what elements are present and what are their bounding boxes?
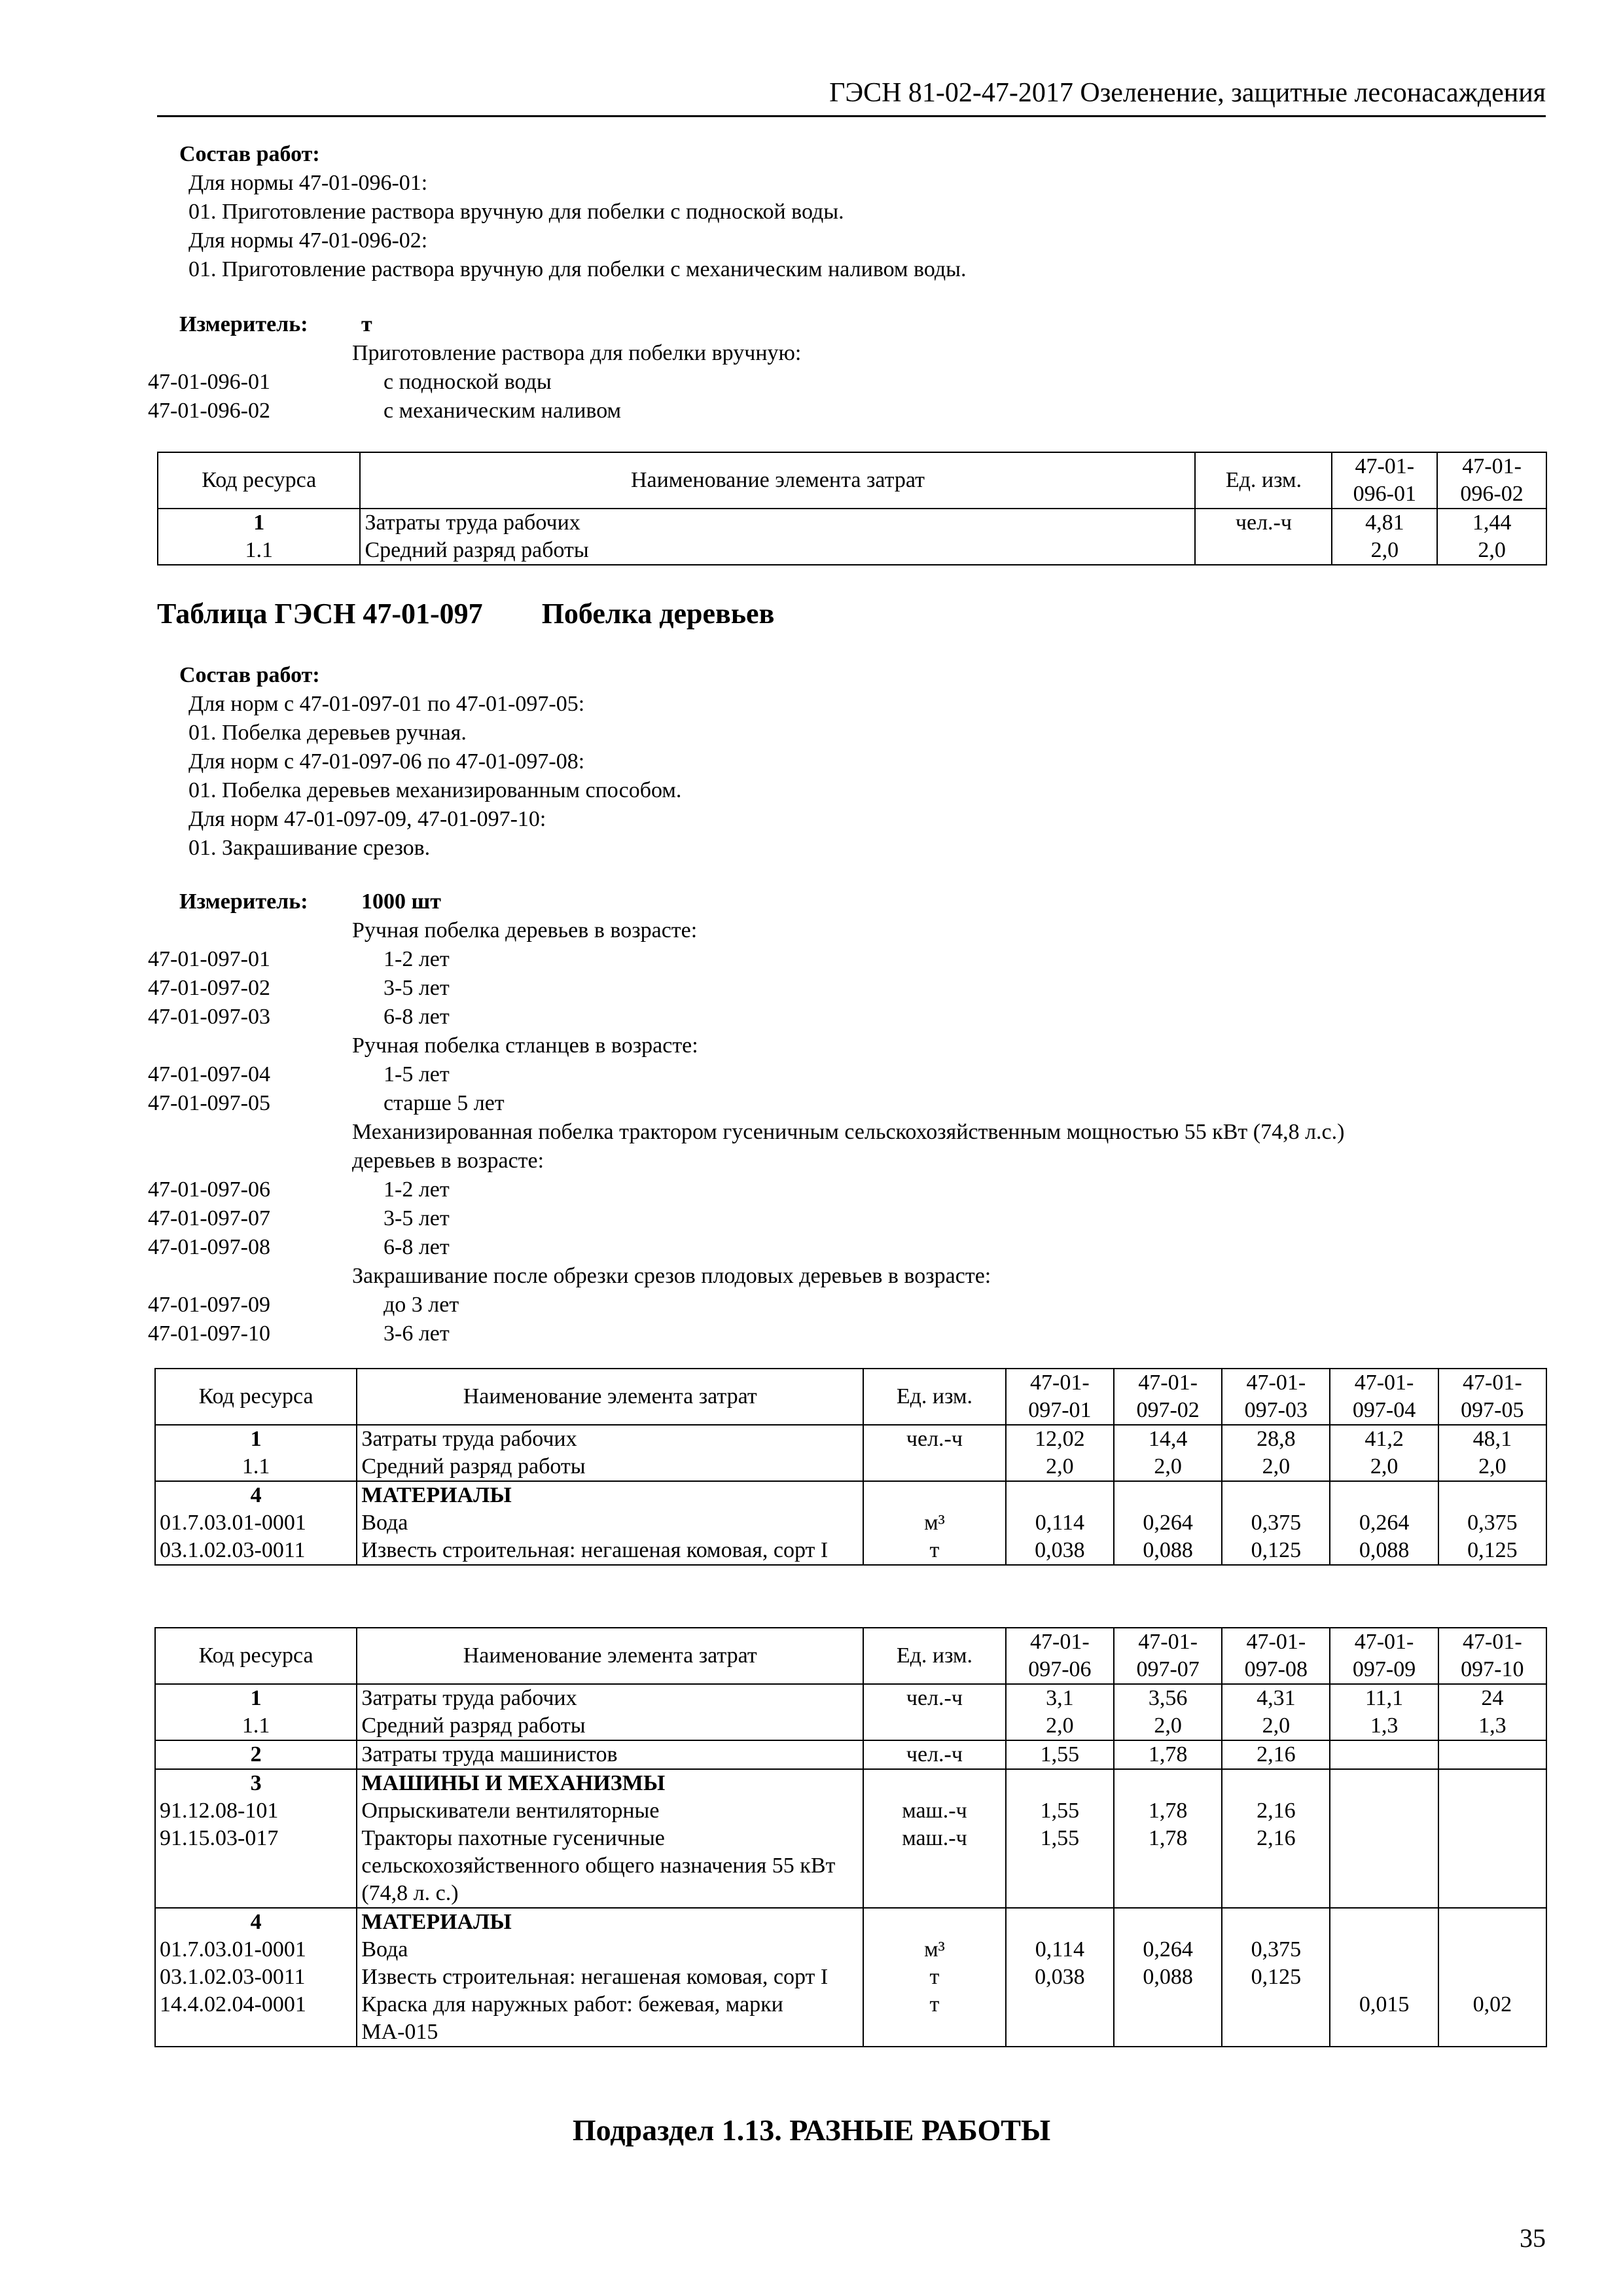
norm-text: 1-2 лет [383,1177,450,1202]
cell: 3,56 [1114,1684,1222,1712]
cell: 1.1 [155,1453,357,1481]
cell: 1,3 [1330,1712,1438,1740]
cell: 0,125 [1438,1537,1546,1565]
cell: 24 [1438,1684,1546,1712]
cell: 0,375 [1222,1936,1330,1964]
cell: 0,375 [1438,1509,1546,1537]
cell [863,1453,1006,1481]
cell: м³ [863,1509,1006,1537]
sostav-097 [157,661,1544,863]
cell: 1,55 [1006,1740,1114,1769]
table-row [155,1797,1546,1825]
norm-code: 47-01-097-04 [148,1062,270,1086]
page-number: 35 [1520,2223,1546,2253]
cell: 2,0 [1114,1453,1222,1481]
cell: Опрыскиватели вентиляторные [357,1797,863,1825]
norm-code: 47-01-097-08 [148,1235,270,1259]
cell: 14.4.02.04-0001 [155,1991,357,2047]
table-row [158,509,1546,537]
cell [1330,1908,1438,1936]
cell [1438,1964,1546,1991]
sostav-096 [157,140,1544,284]
col-header: Наименование элемента затрат [357,1369,863,1425]
cell: 0,088 [1330,1537,1438,1565]
group-title: Приготовление раствора для побелки вручную: [352,341,802,365]
table-row [158,537,1546,565]
cell: 4 [155,1908,357,1936]
cell [1438,1936,1546,1964]
cell [1330,1769,1438,1797]
col-header: Код ресурса [158,452,360,509]
table-row [155,1712,1546,1740]
resource-table-096 [157,452,1547,565]
cell: 0,264 [1114,1509,1222,1537]
norm-text: 3-5 лет [383,976,450,1000]
sostav-line: 01. Приготовление раствора вручную для побелки с подноской воды. [188,200,844,224]
cell: 0,038 [1006,1964,1114,1991]
cell: 12,02 [1006,1425,1114,1453]
cell: 2,16 [1222,1740,1330,1769]
cell: 1,55 [1006,1825,1114,1908]
cell: МАШИНЫ И МЕХАНИЗМЫ [357,1769,863,1797]
group-title: Ручная побелка деревьев в возрасте: [352,918,698,942]
sostav-line: 01. Закрашивание срезов. [188,836,431,860]
col-header: 47-01- 097-02 [1114,1369,1222,1425]
cell [1114,1991,1222,2047]
sostav-line: 01. Побелка деревьев ручная. [188,721,467,745]
cell: Средний разряд работы [357,1453,863,1481]
cell [1222,1991,1330,2047]
table-row [155,1481,1546,1509]
norm-text: 6-8 лет [383,1005,450,1029]
sostav-label: Состав работ: [179,142,320,166]
cell: маш.-ч [863,1825,1006,1908]
cell [863,1481,1006,1509]
cell: 2,0 [1330,1453,1438,1481]
cell: чел.-ч [863,1425,1006,1453]
sostav-line: Для нормы 47-01-096-02: [188,228,428,253]
cell: 1 [155,1425,357,1453]
col-header: 47-01- 097-05 [1438,1369,1546,1425]
col-header: Ед. изм. [863,1369,1006,1425]
izmeritel-value: т [361,312,372,336]
cell: Средний разряд работы [357,1712,863,1740]
cell: 2,0 [1332,537,1437,565]
cell [1330,1797,1438,1825]
cell: 14,4 [1114,1425,1222,1453]
cell: чел.-ч [863,1740,1006,1769]
cell: 2,0 [1437,537,1546,565]
table-header-row [158,452,1546,509]
izmeritel-label: Измеритель: [179,312,308,336]
group-title: Механизированная побелка трактором гусеничным сельскохозяйственным мощностью 55 кВт (74,8 л.с.) [352,1120,1345,1144]
table-row [155,1453,1546,1481]
cell: 01.7.03.01-0001 [155,1509,357,1537]
cell: 0,125 [1222,1964,1330,1991]
cell: т [863,1991,1006,2047]
table-row [155,1509,1546,1537]
cell: Краска для наружных работ: бежевая, марки МА-015 [357,1991,863,2047]
cell [1330,1936,1438,1964]
cell: 4,31 [1222,1684,1330,1712]
cell: 91.15.03-017 [155,1825,357,1908]
cell [1438,1908,1546,1936]
col-header: 47-01- 097-10 [1438,1628,1546,1684]
group-title: Ручная побелка стланцев в возрасте: [352,1033,698,1058]
norm-code: 47-01-097-03 [148,1005,270,1029]
cell [1114,1908,1222,1936]
cell: 0,264 [1330,1509,1438,1537]
cell: 0,015 [1330,1991,1438,2047]
cell [863,1908,1006,1936]
cell: 0,375 [1222,1509,1330,1537]
cell [1438,1825,1546,1908]
subsection-title: Подраздел 1.13. РАЗНЫЕ РАБОТЫ [572,2113,1051,2147]
norm-code: 47-01-097-09 [148,1293,270,1317]
cell: 0,114 [1006,1509,1114,1537]
norm-code: 47-01-097-05 [148,1091,270,1115]
sostav-line: Для норм 47-01-097-09, 47-01-097-10: [188,807,546,831]
cell [1006,1769,1114,1797]
sostav-line: Для норм с 47-01-097-01 по 47-01-097-05: [188,692,585,716]
sostav-line: 01. Побелка деревьев механизированным способом. [188,778,682,802]
cell: Затраты труда рабочих [360,509,1195,537]
cell: 2,0 [1114,1712,1222,1740]
cell: 2,0 [1222,1712,1330,1740]
cell: 1.1 [155,1712,357,1740]
cell: 0,114 [1006,1936,1114,1964]
col-header: 47-01- 097-06 [1006,1628,1114,1684]
col-header: 47-01- 097-09 [1330,1628,1438,1684]
norm-code: 47-01-096-02 [148,399,270,423]
table-row [155,1425,1546,1453]
cell: 1,78 [1114,1825,1222,1908]
cell [1006,1991,1114,2047]
cell: 0,02 [1438,1991,1546,2047]
cell [1330,1825,1438,1908]
cell: 4,81 [1332,509,1437,537]
col-header: Ед. изм. [863,1628,1006,1684]
norm-text: с механическим наливом [383,399,622,423]
table-row [155,1991,1546,2047]
cell [1006,1908,1114,1936]
cell [1114,1769,1222,1797]
cell: 4 [155,1481,357,1509]
col-header: 47-01- 097-08 [1222,1628,1330,1684]
norm-text: с подноской воды [383,370,552,394]
cell [1438,1769,1546,1797]
cell: 3,1 [1006,1684,1114,1712]
cell: Вода [357,1936,863,1964]
table-row [155,1537,1546,1565]
col-header: 47-01- 097-03 [1222,1369,1330,1425]
cell: 1 [158,509,360,537]
table-row [155,1936,1546,1964]
cell [1222,1481,1330,1509]
resource-table-097-01-05 [154,1368,1547,1566]
norm-text: 3-6 лет [383,1321,450,1346]
cell: 03.1.02.03-0011 [155,1537,357,1565]
cell: 1,55 [1006,1797,1114,1825]
norm-code: 47-01-097-06 [148,1177,270,1202]
cell [1006,1481,1114,1509]
cell: МАТЕРИАЛЫ [357,1908,863,1936]
col-header: Код ресурса [155,1369,357,1425]
table-row [155,1684,1546,1712]
col-header: Ед. изм. [1195,452,1332,509]
cell [1114,1481,1222,1509]
table-header-row [155,1369,1546,1425]
cell: 0,125 [1222,1537,1330,1565]
cell: 1,78 [1114,1797,1222,1825]
table-title-name: Побелка деревьев [541,598,775,630]
norm-text: до 3 лет [383,1293,459,1317]
cell [1222,1908,1330,1936]
cell: 1.1 [158,537,360,565]
izmeritel-097 [148,888,1544,1348]
cell: т [863,1964,1006,1991]
cell [1222,1769,1330,1797]
cell: Средний разряд работы [360,537,1195,565]
col-header: 47-01- 097-07 [1114,1628,1222,1684]
norm-text: 1-5 лет [383,1062,450,1086]
table-row [155,1769,1546,1797]
col-header: Наименование элемента затрат [360,452,1195,509]
cell [863,1769,1006,1797]
norm-code: 47-01-097-02 [148,976,270,1000]
cell [1438,1797,1546,1825]
group-title: деревьев в возрасте: [352,1149,544,1173]
cell: 1 [155,1684,357,1712]
cell: 1,78 [1114,1740,1222,1769]
table-header-row [155,1628,1546,1684]
norm-text: старше 5 лет [383,1091,505,1115]
cell: 2,0 [1006,1712,1114,1740]
resource-table-097-06-10 [154,1627,1547,2047]
table-row [155,1908,1546,1936]
cell: 0,088 [1114,1964,1222,1991]
cell: 41,2 [1330,1425,1438,1453]
norm-text: 3-5 лет [383,1206,450,1230]
cell: маш.-ч [863,1797,1006,1825]
norm-text: 6-8 лет [383,1235,450,1259]
cell: м³ [863,1936,1006,1964]
col-header: 47-01- 096-02 [1437,452,1546,509]
cell: 0,264 [1114,1936,1222,1964]
cell [1330,1740,1438,1769]
cell: 11,1 [1330,1684,1438,1712]
table-title [157,597,774,630]
table-title-code: Таблица ГЭСН 47-01-097 [157,598,483,630]
col-header: Наименование элемента затрат [357,1628,863,1684]
cell [1330,1964,1438,1991]
izmeritel-label: Измеритель: [179,889,308,914]
cell: Затраты труда машинистов [357,1740,863,1769]
cell: 91.12.08-101 [155,1797,357,1825]
cell [1438,1740,1546,1769]
cell: 03.1.02.03-0011 [155,1964,357,1991]
sostav-line: Для норм с 47-01-097-06 по 47-01-097-08: [188,749,585,774]
cell: 48,1 [1438,1425,1546,1453]
cell: 2,0 [1222,1453,1330,1481]
cell: 2 [155,1740,357,1769]
sostav-line: 01. Приготовление раствора вручную для побелки с механическим наливом воды. [188,257,967,281]
cell [863,1712,1006,1740]
cell: 1,44 [1437,509,1546,537]
col-header: 47-01- 097-01 [1006,1369,1114,1425]
norm-text: 1-2 лет [383,947,450,971]
cell: Вода [357,1509,863,1537]
col-header: 47-01- 097-04 [1330,1369,1438,1425]
cell: 2,16 [1222,1825,1330,1908]
sostav-line: Для нормы 47-01-096-01: [188,171,428,195]
cell: чел.-ч [863,1684,1006,1712]
cell: Известь строительная: негашеная комовая, сорт I [357,1964,863,1991]
table-row [155,1964,1546,1991]
norm-code: 47-01-097-01 [148,947,270,971]
cell: 2,16 [1222,1797,1330,1825]
cell: 0,038 [1006,1537,1114,1565]
cell: 0,088 [1114,1537,1222,1565]
norm-code: 47-01-097-10 [148,1321,270,1346]
col-header: Код ресурса [155,1628,357,1684]
group-title: Закрашивание после обрезки срезов плодовых деревьев в возрасте: [352,1264,991,1288]
sostav-label: Состав работ: [179,663,320,687]
cell: Затраты труда рабочих [357,1425,863,1453]
izmeritel-096 [148,310,1544,425]
cell: Тракторы пахотные гусеничные сельскохозяйственного общего назначения 55 кВт (74,8 л. с.) [357,1825,863,1908]
norm-code: 47-01-096-01 [148,370,270,394]
cell [1438,1481,1546,1509]
running-header: ГЭСН 81-02-47-2017 Озеленение, защитные лесонасаждения [157,73,1546,117]
cell: Затраты труда рабочих [357,1684,863,1712]
table-row [155,1825,1546,1908]
col-header: 47-01- 096-01 [1332,452,1437,509]
cell: МАТЕРИАЛЫ [357,1481,863,1509]
cell: Известь строительная: негашеная комовая, сорт I [357,1537,863,1565]
izmeritel-value: 1000 шт [361,889,441,914]
cell: 01.7.03.01-0001 [155,1936,357,1964]
cell: 2,0 [1006,1453,1114,1481]
cell: 1,3 [1438,1712,1546,1740]
table-row [155,1740,1546,1769]
cell [1330,1481,1438,1509]
cell: чел.-ч [1195,509,1332,537]
cell: 2,0 [1438,1453,1546,1481]
cell: 3 [155,1769,357,1797]
norm-code: 47-01-097-07 [148,1206,270,1230]
cell [1195,537,1332,565]
cell: т [863,1537,1006,1565]
cell: 28,8 [1222,1425,1330,1453]
